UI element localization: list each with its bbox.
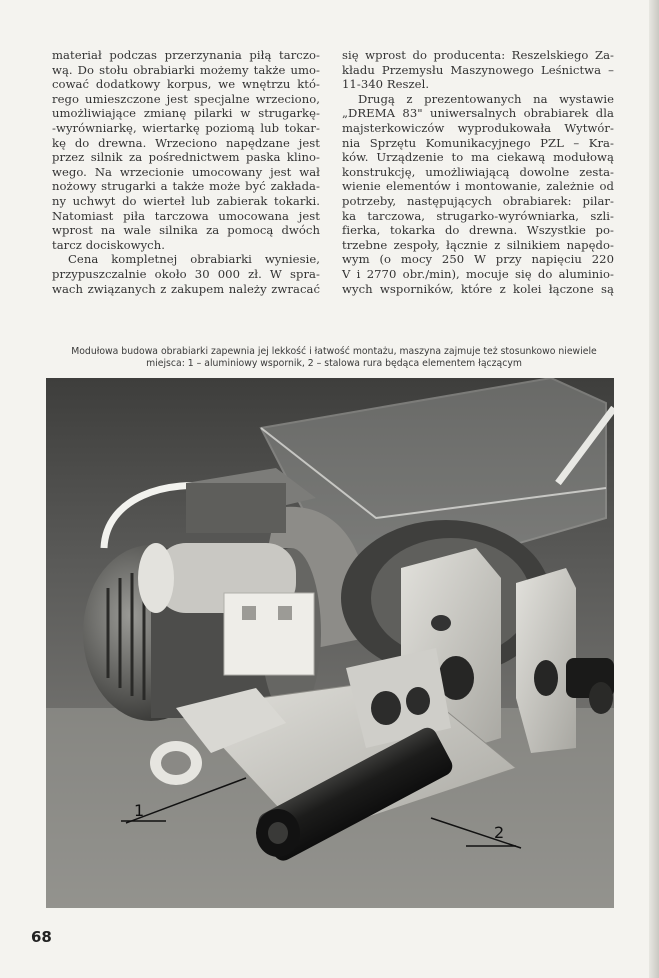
text-line: nia Sprzętu Komunikacyjnego PZL – Kra- bbox=[342, 135, 614, 150]
text-line: ka tarczowa, strugarko-wyrówniarka, szli- bbox=[342, 208, 614, 223]
text-line: V i 2770 obr./min), mocuje się do aluminio- bbox=[342, 266, 614, 281]
text-line: rego umieszczone jest specjalne wrzeciono, bbox=[52, 91, 320, 106]
callout-1: 1 bbox=[134, 801, 145, 820]
text-line: przypuszczalnie około 30 000 zł. W spra- bbox=[52, 266, 320, 281]
left-text-column bbox=[52, 48, 320, 296]
figure-caption bbox=[48, 346, 620, 370]
callout-2: 2 bbox=[494, 823, 505, 842]
caption-line-1: Modułowa budowa obrabiarki zapewnia jej lekkość i łatwość montażu, maszyna zajmuje też stosunkowo niewiele bbox=[71, 346, 597, 357]
text-line: przez silnik za pośrednictwem paska klino- bbox=[52, 150, 320, 165]
text-line: ków. Urządzenie to ma ciekawą modułową bbox=[342, 150, 614, 165]
page-edge bbox=[649, 0, 659, 978]
text-line: kładu Przemysłu Maszynowego Leśnictwa – bbox=[342, 62, 614, 77]
text-line: Drugą z prezentowanych na wystawie bbox=[358, 91, 614, 106]
text-line: kę do drewna. Wrzeciono napędzane jest bbox=[52, 135, 320, 150]
text-line: wą. Do stołu obrabiarki możemy także umo- bbox=[52, 62, 320, 77]
text-line: wprost na wale silnika za pomocą dwóch bbox=[52, 223, 320, 238]
text-line: tarcz dociskowych. bbox=[52, 237, 165, 252]
text-line: wach związanych z zakupem należy zwracać bbox=[52, 281, 320, 296]
page-number: 68 bbox=[31, 928, 52, 946]
right-text-column bbox=[342, 48, 614, 296]
text-line: -wyrówniarkę, wiertarkę poziomą lub tokar- bbox=[52, 120, 320, 135]
text-line: nożowy strugarki a także może być zakłada- bbox=[52, 179, 320, 194]
text-line: trzebne zespoły, łącznie z silnikiem napędo- bbox=[342, 237, 614, 252]
text-line: 11-340 Reszel. bbox=[342, 77, 430, 92]
text-line: ny uchwyt do wierteł lub zabierak tokarki. bbox=[52, 193, 320, 208]
caption-line-2: miejsca: 1 – aluminiowy wspornik, 2 – stalowa rura będąca elementem łączącym bbox=[146, 358, 522, 369]
text-line: umożliwiające zmianę pilarki w strugarkę- bbox=[52, 106, 320, 121]
text-line: konstrukcję, umożliwiającą dowolne zesta- bbox=[342, 164, 614, 179]
text-line: materiał podczas przerzynania piłą tarczo- bbox=[52, 48, 320, 62]
text-line: potrzeby, następujących obrabiarek: pilar- bbox=[342, 193, 614, 208]
text-line: majsterkowiczów wyprodukowała Wytwór- bbox=[342, 120, 614, 135]
text-line: Cena kompletnej obrabiarki wyniesie, bbox=[68, 252, 320, 267]
machine-photo bbox=[46, 378, 614, 908]
text-line: cować dodatkowy korpus, we wnętrzu któ- bbox=[52, 77, 320, 92]
text-line: wych wsporników, które z kolei łączone są bbox=[342, 281, 614, 296]
text-line: wienie elementów i montowanie, zależnie od bbox=[342, 179, 614, 194]
text-line: wego. Na wrzecionie umocowany jest wał bbox=[52, 164, 320, 179]
text-line: wym (o mocy 250 W przy napięciu 220 bbox=[342, 252, 614, 267]
text-line: Natomiast piła tarczowa umocowana jest bbox=[52, 208, 320, 223]
text-line: się wprost do producenta: Reszelskiego Za- bbox=[342, 48, 614, 62]
text-line: „DREMA 83" uniwersalnych obrabiarek dla bbox=[342, 106, 614, 121]
text-line: fierka, tokarka do drewna. Wszystkie po- bbox=[342, 223, 614, 238]
